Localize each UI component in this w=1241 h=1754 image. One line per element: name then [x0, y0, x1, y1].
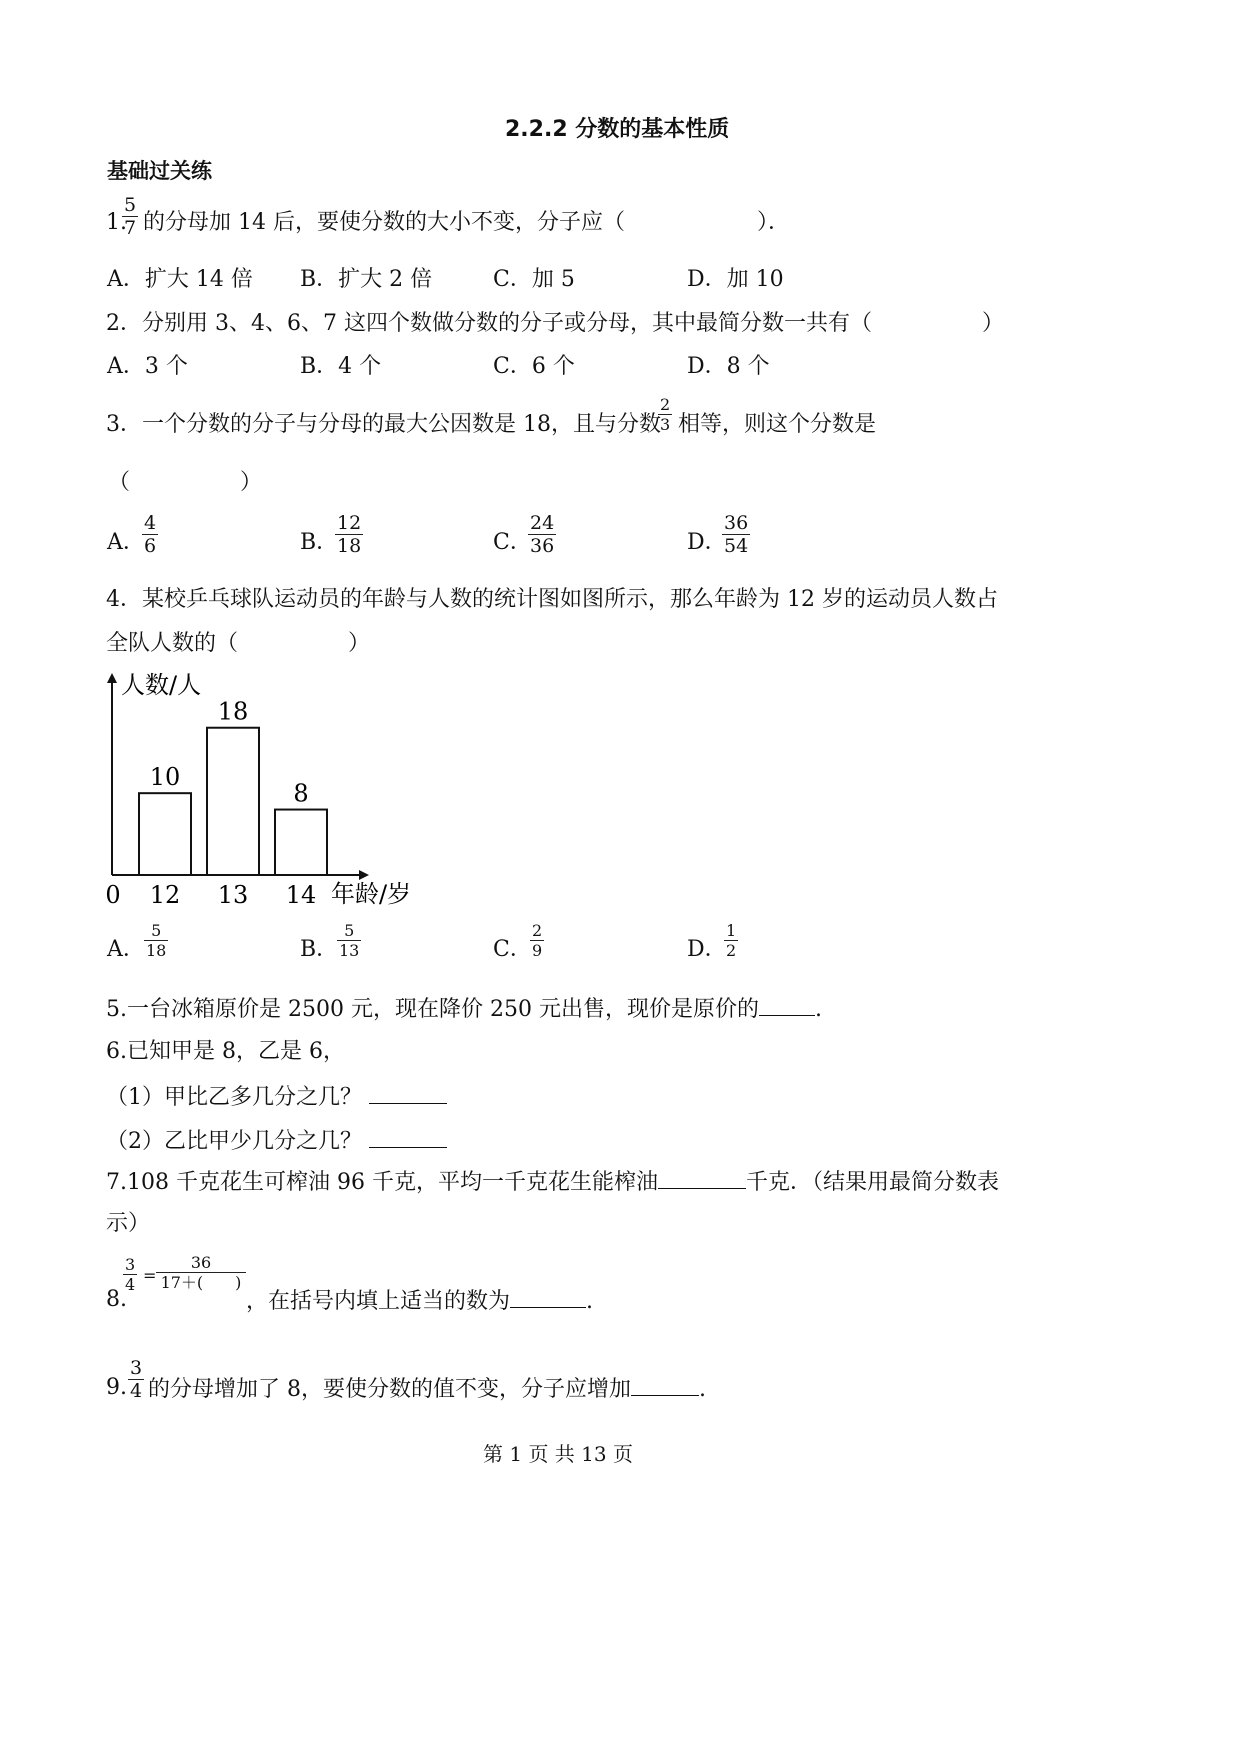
x-tick-label: 12 — [149, 881, 181, 909]
frac-den: 18 — [146, 941, 167, 960]
q9-number: 9. — [106, 1375, 127, 1400]
q8-text: ，在括号内填上适当的数为 — [246, 1289, 511, 1314]
q1-option-b: B．扩大 2 倍 — [300, 267, 433, 292]
bar-14 — [275, 810, 327, 875]
q4-line1: 4．某校乒乓球队运动员的年龄与人数的统计图如图所示，那么年龄为 12 岁的运动员人数占 — [106, 587, 998, 612]
q4-option-a-frac — [144, 922, 168, 959]
answer-blank[interactable] — [369, 1081, 447, 1104]
frac-num: 24 — [530, 512, 555, 534]
q5-line — [106, 993, 822, 1025]
q7-line2: 示） — [106, 1211, 151, 1236]
q1-option-a: A．扩大 14 倍 — [107, 267, 253, 292]
frac-den: 9 — [532, 941, 543, 960]
frac-den: 4 — [130, 1380, 143, 1402]
q2-option-b: B．4 个 — [300, 354, 382, 379]
frac-den: 36 — [530, 535, 555, 557]
page-footer: 第 1 页 共 13 页 — [483, 1442, 633, 1466]
bar-13 — [207, 728, 259, 875]
q4-option-c-letter: C． — [493, 937, 532, 962]
frac-den: 13 — [339, 941, 360, 960]
x-axis-label: 年龄/岁 — [331, 880, 412, 908]
q3-frac-num: 2 — [660, 395, 671, 414]
q1-number: 1. — [106, 210, 127, 235]
frac-den: 18 — [337, 535, 362, 557]
q2-option-d: D．8 个 — [687, 354, 770, 379]
q6-sub2-text: （2）乙比甲少几分之几？ — [106, 1129, 362, 1154]
frac-num: 12 — [337, 512, 362, 534]
answer-blank[interactable] — [759, 993, 815, 1016]
q7-line1 — [106, 1166, 999, 1198]
q4-option-b-letter: B． — [300, 937, 339, 962]
q5-end: . — [814, 997, 822, 1022]
bar-value-label: 18 — [217, 697, 249, 726]
q1-option-d: D．加 10 — [687, 267, 784, 292]
frac-num: 2 — [532, 921, 543, 940]
q4-option-a-letter: A． — [107, 937, 145, 962]
frac-den: 2 — [726, 941, 737, 960]
q8-lhs-frac — [123, 1256, 137, 1293]
q6-sub1-text: （1）甲比乙多几分之几？ — [106, 1085, 362, 1110]
bar-value-label: 8 — [293, 779, 309, 808]
y-axis-label: 人数/人 — [121, 671, 202, 699]
q1-frac-den: 7 — [124, 217, 137, 239]
frac-den: 4 — [125, 1275, 136, 1294]
answer-blank[interactable] — [658, 1166, 746, 1189]
q1-option-c: C．加 5 — [493, 267, 575, 292]
q6-text: 6.已知甲是 8，乙是 6， — [106, 1039, 345, 1064]
q5-text: 5.一台冰箱原价是 2500 元，现在降价 250 元出售，现价是原价的 — [106, 997, 759, 1022]
frac-num: 3 — [130, 1357, 143, 1379]
frac-den: 6 — [144, 535, 157, 557]
frac-num: 5 — [151, 921, 162, 940]
q8-rhs-frac — [156, 1254, 246, 1291]
q3-option-c-letter: C． — [493, 530, 532, 555]
q3-option-a-frac — [142, 513, 158, 556]
frac-num: 36 — [724, 512, 749, 534]
q8-end: . — [586, 1289, 594, 1314]
q6-sub1 — [106, 1081, 447, 1113]
q2-option-c: C．6 个 — [493, 354, 575, 379]
page-title: 2.2.2 分数的基本性质 — [505, 117, 730, 142]
age-bar-chart — [95, 665, 435, 915]
q3-text-a: 3．一个分数的分子与分母的最大公因数是 18，且与分数 — [106, 412, 661, 437]
q1-frac-num: 5 — [124, 194, 137, 216]
q3-option-b-frac — [335, 513, 363, 556]
q3-fraction — [658, 396, 672, 433]
q4-line2: 全队人数的（ ） — [106, 631, 371, 656]
answer-blank[interactable] — [369, 1125, 447, 1148]
q3-option-d-frac — [722, 513, 750, 556]
frac-num: 1 — [726, 921, 737, 940]
q2-option-a: A．3 个 — [107, 354, 188, 379]
bar-12 — [139, 793, 191, 875]
q3-option-a-letter: A． — [107, 530, 145, 555]
frac-num: 3 — [125, 1255, 136, 1274]
frac-den[interactable]: 17＋( ) — [160, 1273, 242, 1292]
q3-paren: （ ） — [108, 470, 263, 495]
frac-num: 5 — [344, 921, 355, 940]
answer-blank[interactable] — [510, 1285, 586, 1308]
q8-equals: = — [143, 1266, 157, 1285]
frac-den: 54 — [724, 535, 749, 557]
q8-line — [246, 1285, 593, 1317]
q3-option-c-frac — [528, 513, 556, 556]
frac-num: 36 — [190, 1253, 212, 1272]
q4-option-c-frac — [530, 922, 544, 959]
q3-frac-den: 3 — [660, 415, 671, 434]
q3-option-d-letter: D． — [687, 530, 727, 555]
q1-fraction — [122, 195, 138, 238]
x-tick-label: 13 — [217, 881, 249, 909]
q4-option-d-letter: D． — [687, 937, 727, 962]
origin-label: 0 — [105, 881, 121, 909]
answer-blank[interactable] — [631, 1373, 699, 1396]
q4-option-b-frac — [337, 922, 361, 959]
bars-layer — [139, 698, 327, 909]
q9-line — [148, 1373, 706, 1405]
q2-text: 2．分别用 3、4、6、7 这四个数做分数的分子或分母，其中最简分数一共有（ ） — [106, 311, 1004, 336]
q7-text-b: 千克．（结果用最简分数表 — [745, 1170, 999, 1195]
q3-text-b: 相等，则这个分数是 — [678, 412, 877, 437]
q1-text: 的分母加 14 后，要使分数的大小不变，分子应（ ）． — [143, 210, 790, 235]
q9-fraction — [128, 1358, 144, 1401]
q8-number: 8. — [106, 1287, 127, 1312]
bar-value-label: 10 — [149, 763, 181, 792]
q7-text-a: 7.108 千克花生可榨油 96 千克，平均一千克花生能榨油 — [106, 1170, 658, 1195]
frac-num: 4 — [144, 512, 157, 534]
q3-option-b-letter: B． — [300, 530, 339, 555]
q6-sub2 — [106, 1125, 447, 1157]
q9-text: 的分母增加了 8，要使分数的值不变，分子应增加 — [148, 1377, 631, 1402]
section-heading: 基础过关练 — [107, 159, 212, 183]
q4-option-d-frac — [724, 922, 738, 959]
q9-end: . — [699, 1377, 706, 1402]
x-tick-label: 14 — [285, 881, 317, 909]
